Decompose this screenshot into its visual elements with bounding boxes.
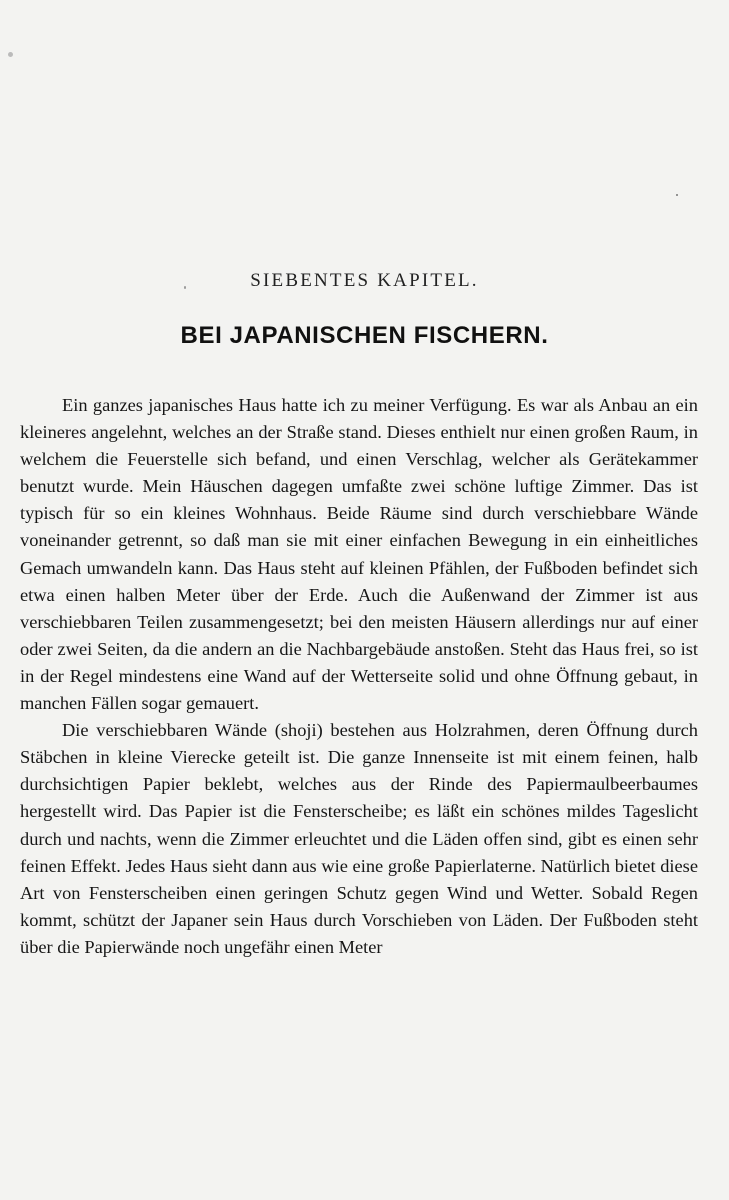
paper-speck bbox=[676, 194, 678, 196]
body-text bbox=[20, 392, 698, 961]
paragraph: Die verschiebbaren Wände (shoji) bestehen aus Holzrahmen, deren Öffnung durch Stäbchen in kleine Vierecke geteilt ist. Die ganze Innenseite ist mit einem feinen, halb durchsichtigen Papier beklebt, welches aus der Rinde des Papiermaulbeerbaumes hergestellt wird. Das Papier ist die Fensterscheibe; es läßt ein schönes mildes Tageslicht durch und nachts, wenn die Zimmer erleuchtet und die Läden offen sind, gibt es einen sehr feinen Effekt. Jedes Haus sieht dann aus wie eine große Papierlaterne. Natürlich bietet diese Art von Fensterscheiben einen geringen Schutz gegen Wind und Wetter. Sobald Regen kommt, schützt der Japaner sein Haus durch Vorschieben von Läden. Der Fußboden steht über die Papierwände noch ungefähr einen Meter bbox=[20, 720, 698, 957]
chapter-title: BEI JAPANISCHEN FISCHERN. bbox=[180, 322, 549, 349]
paragraph: Ein ganzes japanisches Haus hatte ich zu meiner Verfügung. Es war als Anbau an ein kleineres angelehnt, welches an der Straße stand. Dieses enthielt nur einen großen Raum, in welchem die Feuerstelle sich befand, und einen Verschlag, welcher als Gerätekammer benutzt wurde. Mein Häuschen dagegen umfaßte zwei schöne luftige Zimmer. Das ist typisch für so ein kleines Wohnhaus. Beide Räume sind durch verschiebbare Wände voneinander getrennt, so daß man sie mit einer einfachen Bewegung in ein einheitliches Gemach umwandeln kann. Das Haus steht auf kleinen Pfählen, der Fußboden befindet sich etwa einen halben Meter über der Erde. Auch die Außenwand der Zimmer ist aus verschiebbaren Teilen zusammengesetzt; bei den meisten Häusern allerdings nur auf einer oder zwei Seiten, da die andern an die Nachbargebäude anstoßen. Steht das Haus frei, so ist in der Regel mindestens eine Wand auf der Wetterseite solid und ohne Öffnung gebaut, in manchen Fällen sogar gemauert. bbox=[20, 395, 698, 714]
paper-speck bbox=[8, 52, 13, 57]
chapter-label: SIEBENTES KAPITEL. bbox=[250, 270, 479, 291]
